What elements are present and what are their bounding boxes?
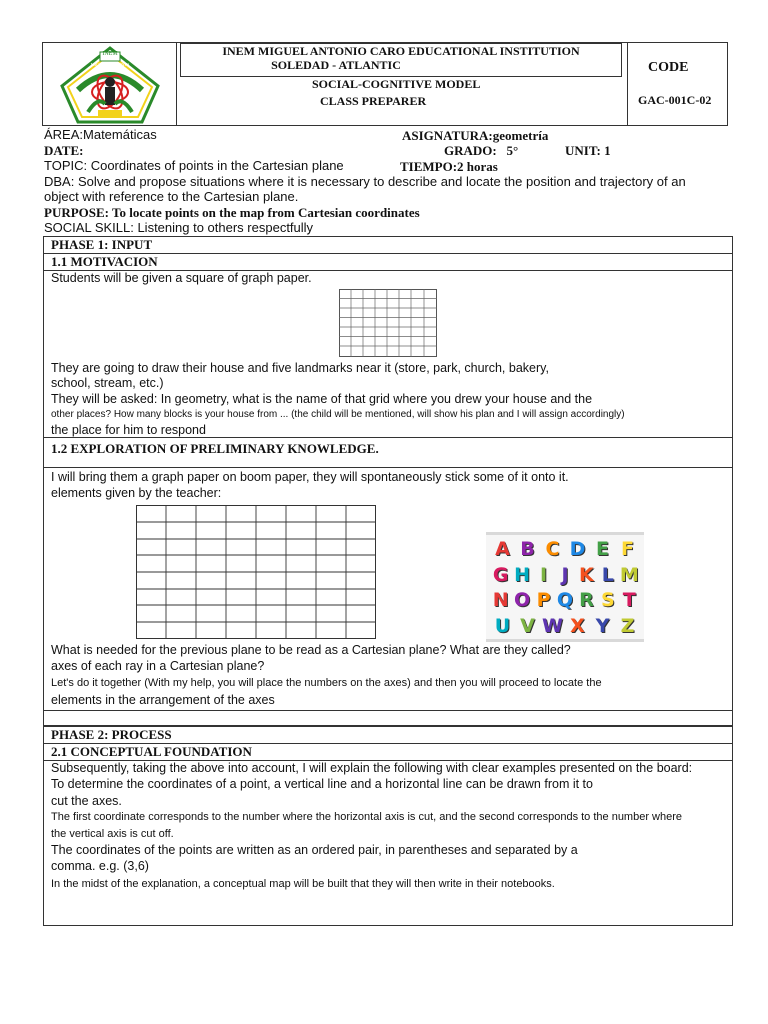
unit-label: UNIT: 1 xyxy=(565,143,611,158)
alphabet-letter: L xyxy=(601,563,614,586)
exploration-line-4: axes of each ray in a Cartesian plane? xyxy=(51,659,265,673)
area-label: ÁREA:Matemáticas xyxy=(44,127,157,142)
large-graph-paper xyxy=(136,505,376,639)
alphabet-letter: A xyxy=(495,538,510,560)
motivacion-line-3: school, stream, etc.) xyxy=(51,376,164,390)
alphabet-letter: Q xyxy=(556,589,574,611)
asignatura-value: geometría xyxy=(492,128,549,143)
preparer-label: CLASS PREPARER xyxy=(320,94,427,108)
alphabet-letter: S xyxy=(601,589,615,611)
code-value: GAC-001C-02 xyxy=(638,93,712,107)
alphabet-letter: H xyxy=(514,563,531,586)
phase1-title: PHASE 1: INPUT xyxy=(51,237,153,252)
conceptual-line-2: To determine the coordinates of a point, a vertical line and a horizontal line can be drawn from it to xyxy=(51,777,593,791)
exploration-line-1: I will bring them a graph paper on boom paper, they will spontaneously stick some of it onto it. xyxy=(51,470,569,484)
motivacion-line-1: Students will be given a square of graph paper. xyxy=(51,271,312,285)
dba-text: DBA: Solve and propose situations where it is necessary to describe and locate the position and trajectory of an object with reference to the Cartesian plane. xyxy=(44,174,686,204)
row-divider xyxy=(43,467,733,468)
asignatura-field xyxy=(402,128,548,143)
asignatura-label: ASIGNATURA: xyxy=(402,128,493,143)
exploration-line-5: Let's do it together (With my help, you will place the numbers on the axes) and then you will proceed to locate the xyxy=(51,677,602,689)
institution-name: INEM MIGUEL ANTONIO CARO EDUCATIONAL INSTITUTION xyxy=(222,44,580,58)
alphabet-grid xyxy=(490,537,640,639)
motivacion-title: 1.1 MOTIVACION xyxy=(51,254,158,269)
logo-text-arc: MIGUEL ANTONIO CARO xyxy=(90,62,130,72)
topic-label: TOPIC: Coordinates of points in the Cartesian plane xyxy=(44,158,344,173)
header-divider-right xyxy=(627,43,628,125)
motivacion-line-5: other places? How many blocks is your house from ... (the child will be mentioned, will show his plan and I will assign accordingly) xyxy=(51,409,625,420)
phase2-title: PHASE 2: PROCESS xyxy=(51,727,172,742)
grado-label: GRADO: 5° xyxy=(444,143,519,158)
date-label: DATE: xyxy=(44,143,84,158)
motivacion-line-2: They are going to draw their house and five landmarks near it (store, park, church, bakery, xyxy=(51,361,549,375)
row-divider xyxy=(43,710,733,711)
conceptual-line-6: The coordinates of the points are written as an ordered pair, in parentheses and separated by a xyxy=(51,843,578,857)
exploration-line-3: What is needed for the previous plane to be read as a Cartesian plane? What are they called? xyxy=(51,643,571,657)
code-label: CODE xyxy=(648,60,689,75)
purpose-text: PURPOSE: To locate points on the map from Cartesian coordinates xyxy=(44,205,420,220)
logo-text-top: INEM xyxy=(102,51,118,57)
social-skill-text: SOCIAL SKILL: Listening to others respectfully xyxy=(44,220,314,235)
conceptual-line-3: cut the axes. xyxy=(51,794,122,808)
institution-location: SOLEDAD - ATLANTIC xyxy=(271,58,401,72)
alphabet-letter: K xyxy=(579,563,594,586)
alphabet-letter: B xyxy=(520,538,535,560)
conceptual-line-7: comma. e.g. (3,6) xyxy=(51,859,149,873)
conceptual-line-5: the vertical axis is cut off. xyxy=(51,828,174,840)
conceptual-line-8: In the midst of the explanation, a conceptual map will be built that they will then write in their notebooks. xyxy=(51,878,555,890)
alphabet-letter: N xyxy=(492,589,509,611)
alphabet-letter: F xyxy=(621,538,634,560)
small-graph-paper xyxy=(339,289,437,357)
alphabet-letter: R xyxy=(579,589,594,611)
alphabet-letter: D xyxy=(569,538,586,560)
alphabet-letter: W xyxy=(542,614,563,637)
alphabet-letter: G xyxy=(492,563,509,586)
alphabet-letter: U xyxy=(494,614,511,637)
conceptual-line-4: The first coordinate corresponds to the number where the horizontal axis is cut, and the second corresponds to the number where xyxy=(51,811,683,823)
alphabet-letter: X xyxy=(570,614,585,637)
alphabet-letter: M xyxy=(619,563,639,586)
school-logo xyxy=(58,46,162,124)
conceptual-title: 2.1 CONCEPTUAL FOUNDATION xyxy=(51,744,252,759)
alphabet-letter: E xyxy=(596,538,609,560)
alphabet-letter: Z xyxy=(620,614,635,637)
alphabet-letter: J xyxy=(561,563,569,586)
alphabet-letter: Y xyxy=(595,614,610,637)
alphabet-letter: V xyxy=(520,614,535,637)
conceptual-line-1: Subsequently, taking the above into account, I will explain the following with clear examples presented on the board: xyxy=(51,761,693,775)
tiempo-label: TIEMPO:2 horas xyxy=(400,159,498,174)
alphabet-letter: C xyxy=(545,538,560,560)
alphabet-letter: I xyxy=(540,563,548,586)
model-label: SOCIAL-COGNITIVE MODEL xyxy=(312,77,481,91)
exploration-line-2: elements given by the teacher: xyxy=(51,486,222,500)
alphabet-letter: T xyxy=(622,589,636,611)
alphabet-letter: P xyxy=(536,589,551,611)
alphabet-letter: O xyxy=(514,589,531,611)
motivacion-line-4: They will be asked: In geometry, what is the name of that grid where you drew your house and the xyxy=(51,392,593,406)
exploration-title: 1.2 EXPLORATION OF PRELIMINARY KNOWLEDGE. xyxy=(51,441,379,456)
alphabet-image xyxy=(486,532,644,642)
exploration-line-6: elements in the arrangement of the axes xyxy=(51,693,275,707)
header-divider-left xyxy=(176,43,177,125)
motivacion-line-6: the place for him to respond xyxy=(51,423,206,437)
